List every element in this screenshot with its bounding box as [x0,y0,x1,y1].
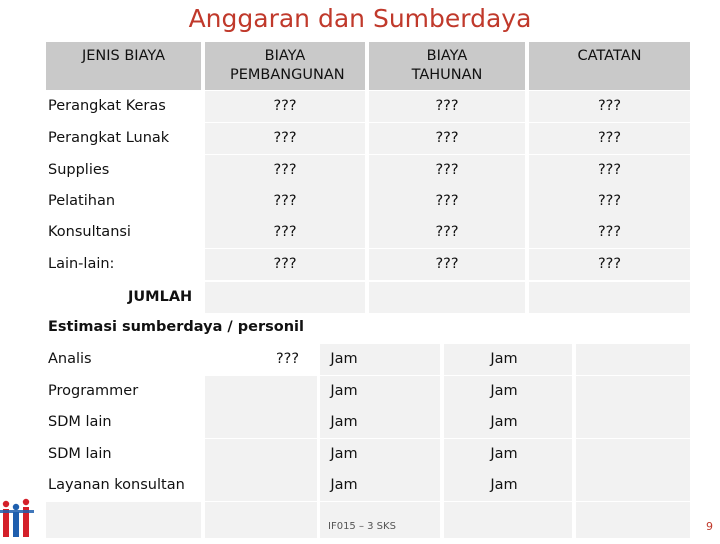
header-biaya-tahunan-text: BIAYA TAHUNAN [411,48,483,83]
resource-value-cell [205,376,317,407]
resource-extra-cell [576,439,690,470]
resource-unit-cell [444,439,572,470]
resource-unit: Jam [490,477,518,493]
table-row-label: Supplies [48,162,110,178]
resource-unit: Jam [490,446,518,462]
resource-unit-cell [320,407,440,438]
table-cell: ??? [369,186,525,217]
table-cell: ??? [369,123,525,154]
table-cell: ??? [369,155,525,186]
table-cell: ??? [529,186,690,217]
resource-unit-cell [320,470,440,501]
header-jenis-biaya: JENIS BIAYA [46,42,201,90]
resource-row-label: SDM lain [48,446,112,462]
table-cell: ??? [205,155,365,186]
empty-cell [46,502,201,538]
total-label: JUMLAH [128,289,193,305]
resource-unit: Jam [490,351,518,367]
resource-value-cell [205,344,317,375]
resource-unit-cell [320,344,440,375]
table-cell: ??? [205,91,365,122]
resource-row-label: Layanan konsultan [48,477,185,493]
table-row-label: Lain-lain: [48,256,115,272]
total-cell [369,282,525,313]
table-cell: ??? [205,186,365,217]
resource-unit-cell [444,470,572,501]
table-cell: ??? [205,249,365,280]
resource-unit: Jam [330,446,358,462]
resource-row-label: Programmer [48,383,139,399]
header-biaya-pembangunan-text: BIAYA PEMBANGUNAN [230,48,345,83]
resource-unit-cell [444,376,572,407]
table-cell: ??? [205,123,365,154]
table-cell: ??? [369,249,525,280]
resource-extra-cell [576,376,690,407]
empty-cell [205,502,317,538]
resource-value [260,407,315,438]
table-cell: ??? [529,249,690,280]
resource-unit-cell [444,344,572,375]
table-row-label: Pelatihan [48,193,116,209]
resource-unit-cell [320,439,440,470]
resource-extra-cell [576,407,690,438]
resource-extra-cell [576,470,690,501]
resource-value-cell [205,470,317,501]
figure-logo-icon [0,498,34,540]
table-cell: ??? [529,91,690,122]
resource-value [260,439,315,470]
resource-value [260,376,315,407]
empty-cell [444,502,572,538]
resource-unit: Jam [490,383,518,399]
total-cell [529,282,690,313]
header-catatan: CATATAN [529,42,690,90]
table-row-label: Perangkat Keras [48,98,166,114]
table-cell: ??? [529,217,690,248]
resource-row-label: SDM lain [48,414,112,430]
resource-unit: Jam [330,477,358,493]
empty-cell [576,502,690,538]
table-cell: ??? [369,217,525,248]
resource-unit: Jam [330,383,358,399]
table-cell: ??? [205,217,365,248]
resource-value: ??? [275,351,300,367]
page-number: 9 [706,520,713,533]
resource-row-label: Analis [48,351,92,367]
empty-cell [320,502,440,538]
resource-unit-cell [320,376,440,407]
resource-unit: Jam [490,414,518,430]
resource-unit: Jam [330,351,358,367]
resource-extra-cell [576,344,690,375]
resource-unit: Jam [330,414,358,430]
slide-title: Anggaran dan Sumberdaya [188,4,532,33]
resource-value [260,470,315,501]
table-cell: ??? [529,155,690,186]
footer-course: IF015 – 3 SKS [328,521,396,532]
resource-value-cell [205,407,317,438]
header-biaya-pembangunan [205,42,365,90]
resource-unit-cell [444,407,572,438]
resource-value-cell [205,439,317,470]
table-cell: ??? [369,91,525,122]
header-biaya-tahunan [369,42,525,90]
resources-heading: Estimasi sumberdaya / personil [48,319,304,335]
total-cell [205,282,365,313]
table-row-label: Perangkat Lunak [48,130,170,146]
table-cell: ??? [529,123,690,154]
table-row-label: Konsultansi [48,224,131,240]
